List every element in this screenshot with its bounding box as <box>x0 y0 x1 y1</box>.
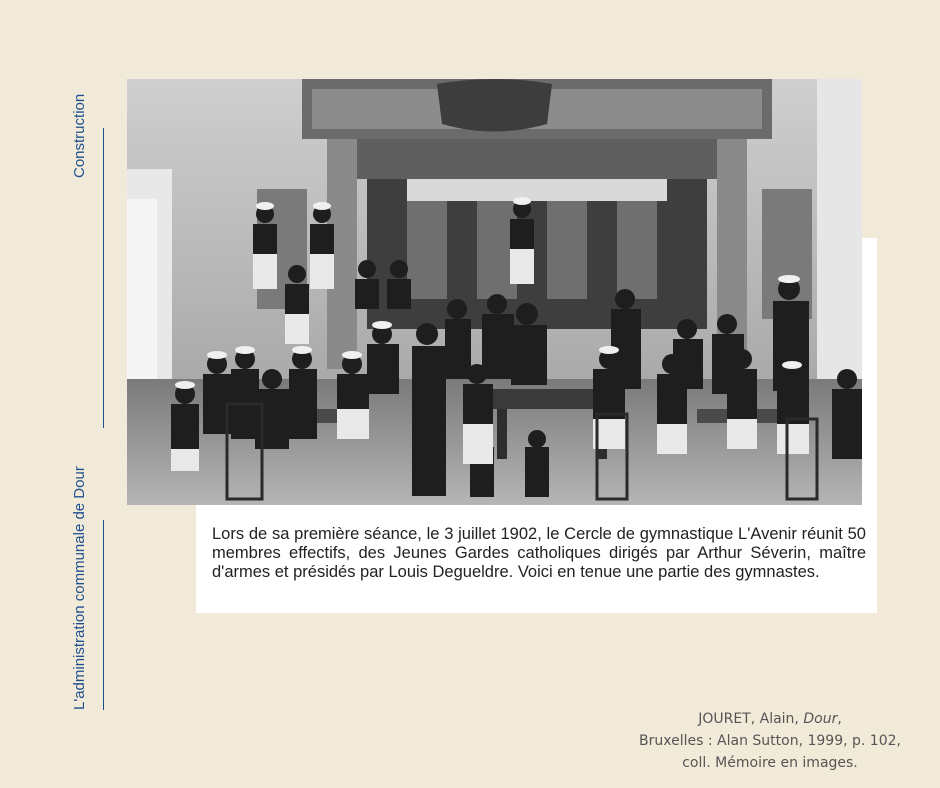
section-label-administration: L'administration communale de Dour <box>71 466 88 710</box>
section-label-construction: Construction <box>71 93 88 178</box>
credit-author: JOURET, Alain, <box>698 711 804 727</box>
credit-publisher: Bruxelles : Alan Sutton, 1999, p. 102, <box>639 733 901 749</box>
divider-line-top <box>103 128 104 428</box>
credit-title: Dour <box>803 711 838 727</box>
photo-caption: Lors de sa première séance, le 3 juillet 1902, le Cercle de gymnastique L'Avenir réunit 50 membres effectifs, des Jeunes Gardes catholiques dirigés par Arthur Séverin, maître d'armes et présidés par Louis Degueldre. Voici en tenue une partie des gymnastes. <box>212 525 866 581</box>
historic-gymnasium-photo <box>127 79 862 505</box>
source-credit <box>600 708 940 774</box>
divider-line-bottom <box>103 520 104 710</box>
credit-collection: coll. Mémoire en images. <box>682 755 858 771</box>
credit-author-suffix: , <box>837 711 842 727</box>
credit-author-line <box>600 708 940 730</box>
